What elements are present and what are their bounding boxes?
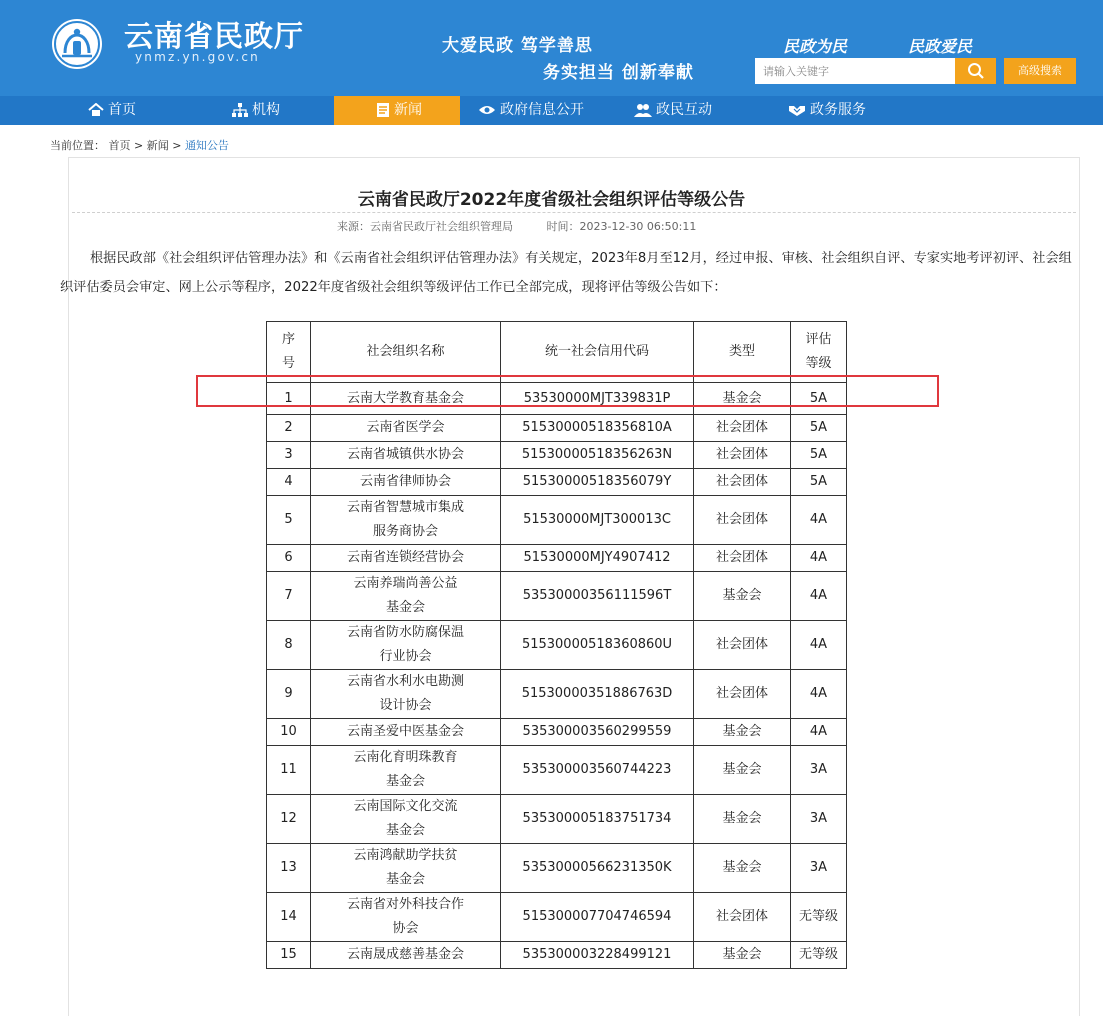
row-name-line2: 基金会 <box>385 872 425 887</box>
row-no: 14 <box>267 893 311 942</box>
row-name <box>311 469 501 496</box>
search-button[interactable] <box>955 58 996 84</box>
row-name <box>311 795 501 844</box>
nav-item-interaction[interactable] <box>634 96 712 125</box>
row-type: 社会团体 <box>694 893 791 942</box>
breadcrumb-path[interactable]: 首页 > 新闻 > <box>108 139 182 152</box>
row-no: 9 <box>267 670 311 719</box>
nav-label: 政府信息公开 <box>500 102 584 118</box>
nav-item-services[interactable] <box>788 96 866 125</box>
row-type: 社会团体 <box>694 469 791 496</box>
table-row <box>267 545 847 572</box>
row-name-line1: 云南省智慧城市集成 <box>346 500 464 515</box>
row-name-line1: 云南国际文化交流 <box>353 799 458 814</box>
users-icon <box>634 103 652 117</box>
row-grade: 5A <box>791 442 847 469</box>
row-grade: 4A <box>791 572 847 621</box>
row-name <box>311 415 501 442</box>
table-row <box>267 415 847 442</box>
header-no-line1: 序 <box>281 332 295 347</box>
row-name-line1: 云南鸿献助学扶贫 <box>353 848 458 863</box>
row-name-line1: 云南省医学会 <box>366 420 445 435</box>
row-name-line2: 设计协会 <box>379 698 432 713</box>
header-grade-line1: 评估 <box>805 332 832 347</box>
header-grade <box>791 322 847 383</box>
motto-1: 民政为民 <box>783 37 848 56</box>
row-name <box>311 893 501 942</box>
row-name <box>311 942 501 969</box>
row-type: 基金会 <box>694 383 791 415</box>
table-row <box>267 572 847 621</box>
row-grade: 3A <box>791 746 847 795</box>
header-name: 社会组织名称 <box>311 322 501 383</box>
row-no: 10 <box>267 719 311 746</box>
row-grade: 4A <box>791 621 847 670</box>
row-name <box>311 746 501 795</box>
nav-item-news[interactable] <box>334 96 460 125</box>
row-type: 社会团体 <box>694 545 791 572</box>
row-name <box>311 844 501 893</box>
highlight-box <box>196 375 939 407</box>
table-row <box>267 442 847 469</box>
site-header <box>0 0 1103 96</box>
row-name-line2: 基金会 <box>385 774 425 789</box>
row-no: 8 <box>267 621 311 670</box>
title-divider <box>72 212 1076 213</box>
row-code: 53530000MJT339831P <box>501 383 694 415</box>
handshake-icon <box>788 103 806 117</box>
row-no: 2 <box>267 415 311 442</box>
row-name <box>311 621 501 670</box>
row-grade: 4A <box>791 496 847 545</box>
row-name-line1: 云南省对外科技合作 <box>346 897 464 912</box>
table-row <box>267 844 847 893</box>
row-code: 51530000MJY4907412 <box>501 545 694 572</box>
row-name <box>311 670 501 719</box>
row-code: 515300007704746594 <box>501 893 694 942</box>
header-code: 统一社会信用代码 <box>501 322 694 383</box>
row-grade: 5A <box>791 383 847 415</box>
ministry-logo-icon[interactable] <box>52 19 102 69</box>
eye-icon <box>478 104 496 116</box>
article-body: 根据民政部《社会组织评估管理办法》和《云南省社会组织评估管理办法》有关规定，2023年8月至12月，经过申报、审核、社会组织自评、专家实地考评初评、社会组织评估委员会审定、网上公示等程序，2022年度省级社会组织等级评估工作已全部完成，现将评估等级公告如下： <box>60 251 1072 295</box>
search-icon <box>967 62 985 80</box>
row-name <box>311 719 501 746</box>
row-type: 基金会 <box>694 795 791 844</box>
row-name <box>311 496 501 545</box>
org-chart-icon <box>232 103 248 117</box>
table-row <box>267 746 847 795</box>
row-name-line1: 云南大学教育基金会 <box>346 390 464 406</box>
row-name-line2: 协会 <box>392 921 419 936</box>
row-grade: 4A <box>791 719 847 746</box>
article-source: 来源：云南省民政厅社会组织管理局 <box>337 220 513 233</box>
row-type: 基金会 <box>694 572 791 621</box>
table-row <box>267 719 847 746</box>
home-icon <box>88 103 104 117</box>
row-name-line1: 云南省城镇供水协会 <box>346 447 464 462</box>
row-code: 53530000356111596T <box>501 572 694 621</box>
site-name[interactable]: 云南省民政厅 <box>124 19 305 53</box>
table-row <box>267 496 847 545</box>
row-name-line1: 云南省水利水电勘测 <box>346 674 464 689</box>
article-time: 时间：2023-12-30 06:50:11 <box>546 220 697 233</box>
row-type: 基金会 <box>694 844 791 893</box>
row-grade: 3A <box>791 844 847 893</box>
row-code: 51530000518356810A <box>501 415 694 442</box>
row-name-line2: 服务商协会 <box>372 524 438 539</box>
search-input[interactable] <box>755 58 955 84</box>
row-no: 5 <box>267 496 311 545</box>
nav-label: 机构 <box>252 102 280 118</box>
header-no <box>267 322 311 383</box>
row-type: 社会团体 <box>694 621 791 670</box>
row-type: 社会团体 <box>694 496 791 545</box>
row-grade: 4A <box>791 670 847 719</box>
breadcrumb <box>50 137 229 153</box>
row-grade: 3A <box>791 795 847 844</box>
advanced-search-button[interactable]: 高级搜索 <box>1004 58 1076 84</box>
row-code: 51530000518356263N <box>501 442 694 469</box>
row-type: 社会团体 <box>694 442 791 469</box>
table-row <box>267 670 847 719</box>
row-no: 1 <box>267 383 311 415</box>
slogan-line-1: 大爱民政 笃学善思 <box>442 36 593 56</box>
row-code: 535300005183751734 <box>501 795 694 844</box>
row-code: 535300003560744223 <box>501 746 694 795</box>
site-domain: ynmz.yn.gov.cn <box>135 50 260 64</box>
row-code: 535300003560299559 <box>501 719 694 746</box>
row-grade: 无等级 <box>791 893 847 942</box>
row-code: 51530000MJT300013C <box>501 496 694 545</box>
row-type: 基金会 <box>694 746 791 795</box>
article-title: 云南省民政厅2022年度省级社会组织评估等级公告 <box>357 190 746 210</box>
row-no: 6 <box>267 545 311 572</box>
row-no: 4 <box>267 469 311 496</box>
row-name-line2: 基金会 <box>385 600 425 615</box>
nav-label: 首页 <box>108 102 136 118</box>
header-no-line2: 号 <box>281 356 295 371</box>
article-meta <box>337 218 696 234</box>
table-header-row <box>267 322 847 383</box>
document-icon <box>376 103 390 117</box>
table-row <box>267 795 847 844</box>
table-row <box>267 621 847 670</box>
row-no: 11 <box>267 746 311 795</box>
row-code: 51530000518356079Y <box>501 469 694 496</box>
row-code: 51530000351886763D <box>501 670 694 719</box>
row-type: 社会团体 <box>694 415 791 442</box>
nav-item-org[interactable] <box>232 96 280 125</box>
row-name-line2: 行业协会 <box>379 649 432 664</box>
row-name-line1: 云南养瑞尚善公益 <box>353 576 458 591</box>
row-type: 基金会 <box>694 942 791 969</box>
row-name <box>311 572 501 621</box>
row-no: 7 <box>267 572 311 621</box>
table-row <box>267 942 847 969</box>
row-grade: 5A <box>791 415 847 442</box>
row-grade: 无等级 <box>791 942 847 969</box>
row-name-line1: 云南化育明珠教育 <box>353 750 458 765</box>
row-no: 3 <box>267 442 311 469</box>
row-name <box>311 442 501 469</box>
breadcrumb-prefix: 当前位置： <box>50 139 105 152</box>
row-code: 53530000566231350K <box>501 844 694 893</box>
motto-2: 民政爱民 <box>908 37 973 56</box>
nav-label: 政务服务 <box>810 102 866 118</box>
row-name-line1: 云南省连锁经营协会 <box>346 550 464 565</box>
row-grade: 4A <box>791 545 847 572</box>
main-nav <box>0 96 1103 125</box>
row-type: 社会团体 <box>694 670 791 719</box>
grade-table <box>266 321 847 969</box>
header-grade-line2: 等级 <box>805 356 832 371</box>
header-type: 类型 <box>694 322 791 383</box>
row-name-line1: 云南省律师协会 <box>359 474 451 489</box>
row-code: 51530000518360860U <box>501 621 694 670</box>
row-name-line1: 云南圣爱中医基金会 <box>346 724 464 739</box>
table-row <box>267 469 847 496</box>
nav-item-gov-info[interactable] <box>478 96 584 125</box>
row-name-line2: 基金会 <box>385 823 425 838</box>
slogan-line-2: 务实担当 创新奉献 <box>543 63 694 83</box>
row-type: 基金会 <box>694 719 791 746</box>
nav-item-home[interactable] <box>88 96 136 125</box>
row-code: 535300003228499121 <box>501 942 694 969</box>
row-name-line1: 云南晟成慈善基金会 <box>346 947 464 962</box>
row-grade: 5A <box>791 469 847 496</box>
row-no: 13 <box>267 844 311 893</box>
row-no: 12 <box>267 795 311 844</box>
row-name-line1: 云南省防水防腐保温 <box>346 625 464 640</box>
row-name <box>311 545 501 572</box>
nav-label: 新闻 <box>394 102 422 118</box>
table-row <box>267 893 847 942</box>
row-no: 15 <box>267 942 311 969</box>
breadcrumb-current[interactable]: 通知公告 <box>184 139 229 152</box>
nav-label: 政民互动 <box>656 102 712 118</box>
